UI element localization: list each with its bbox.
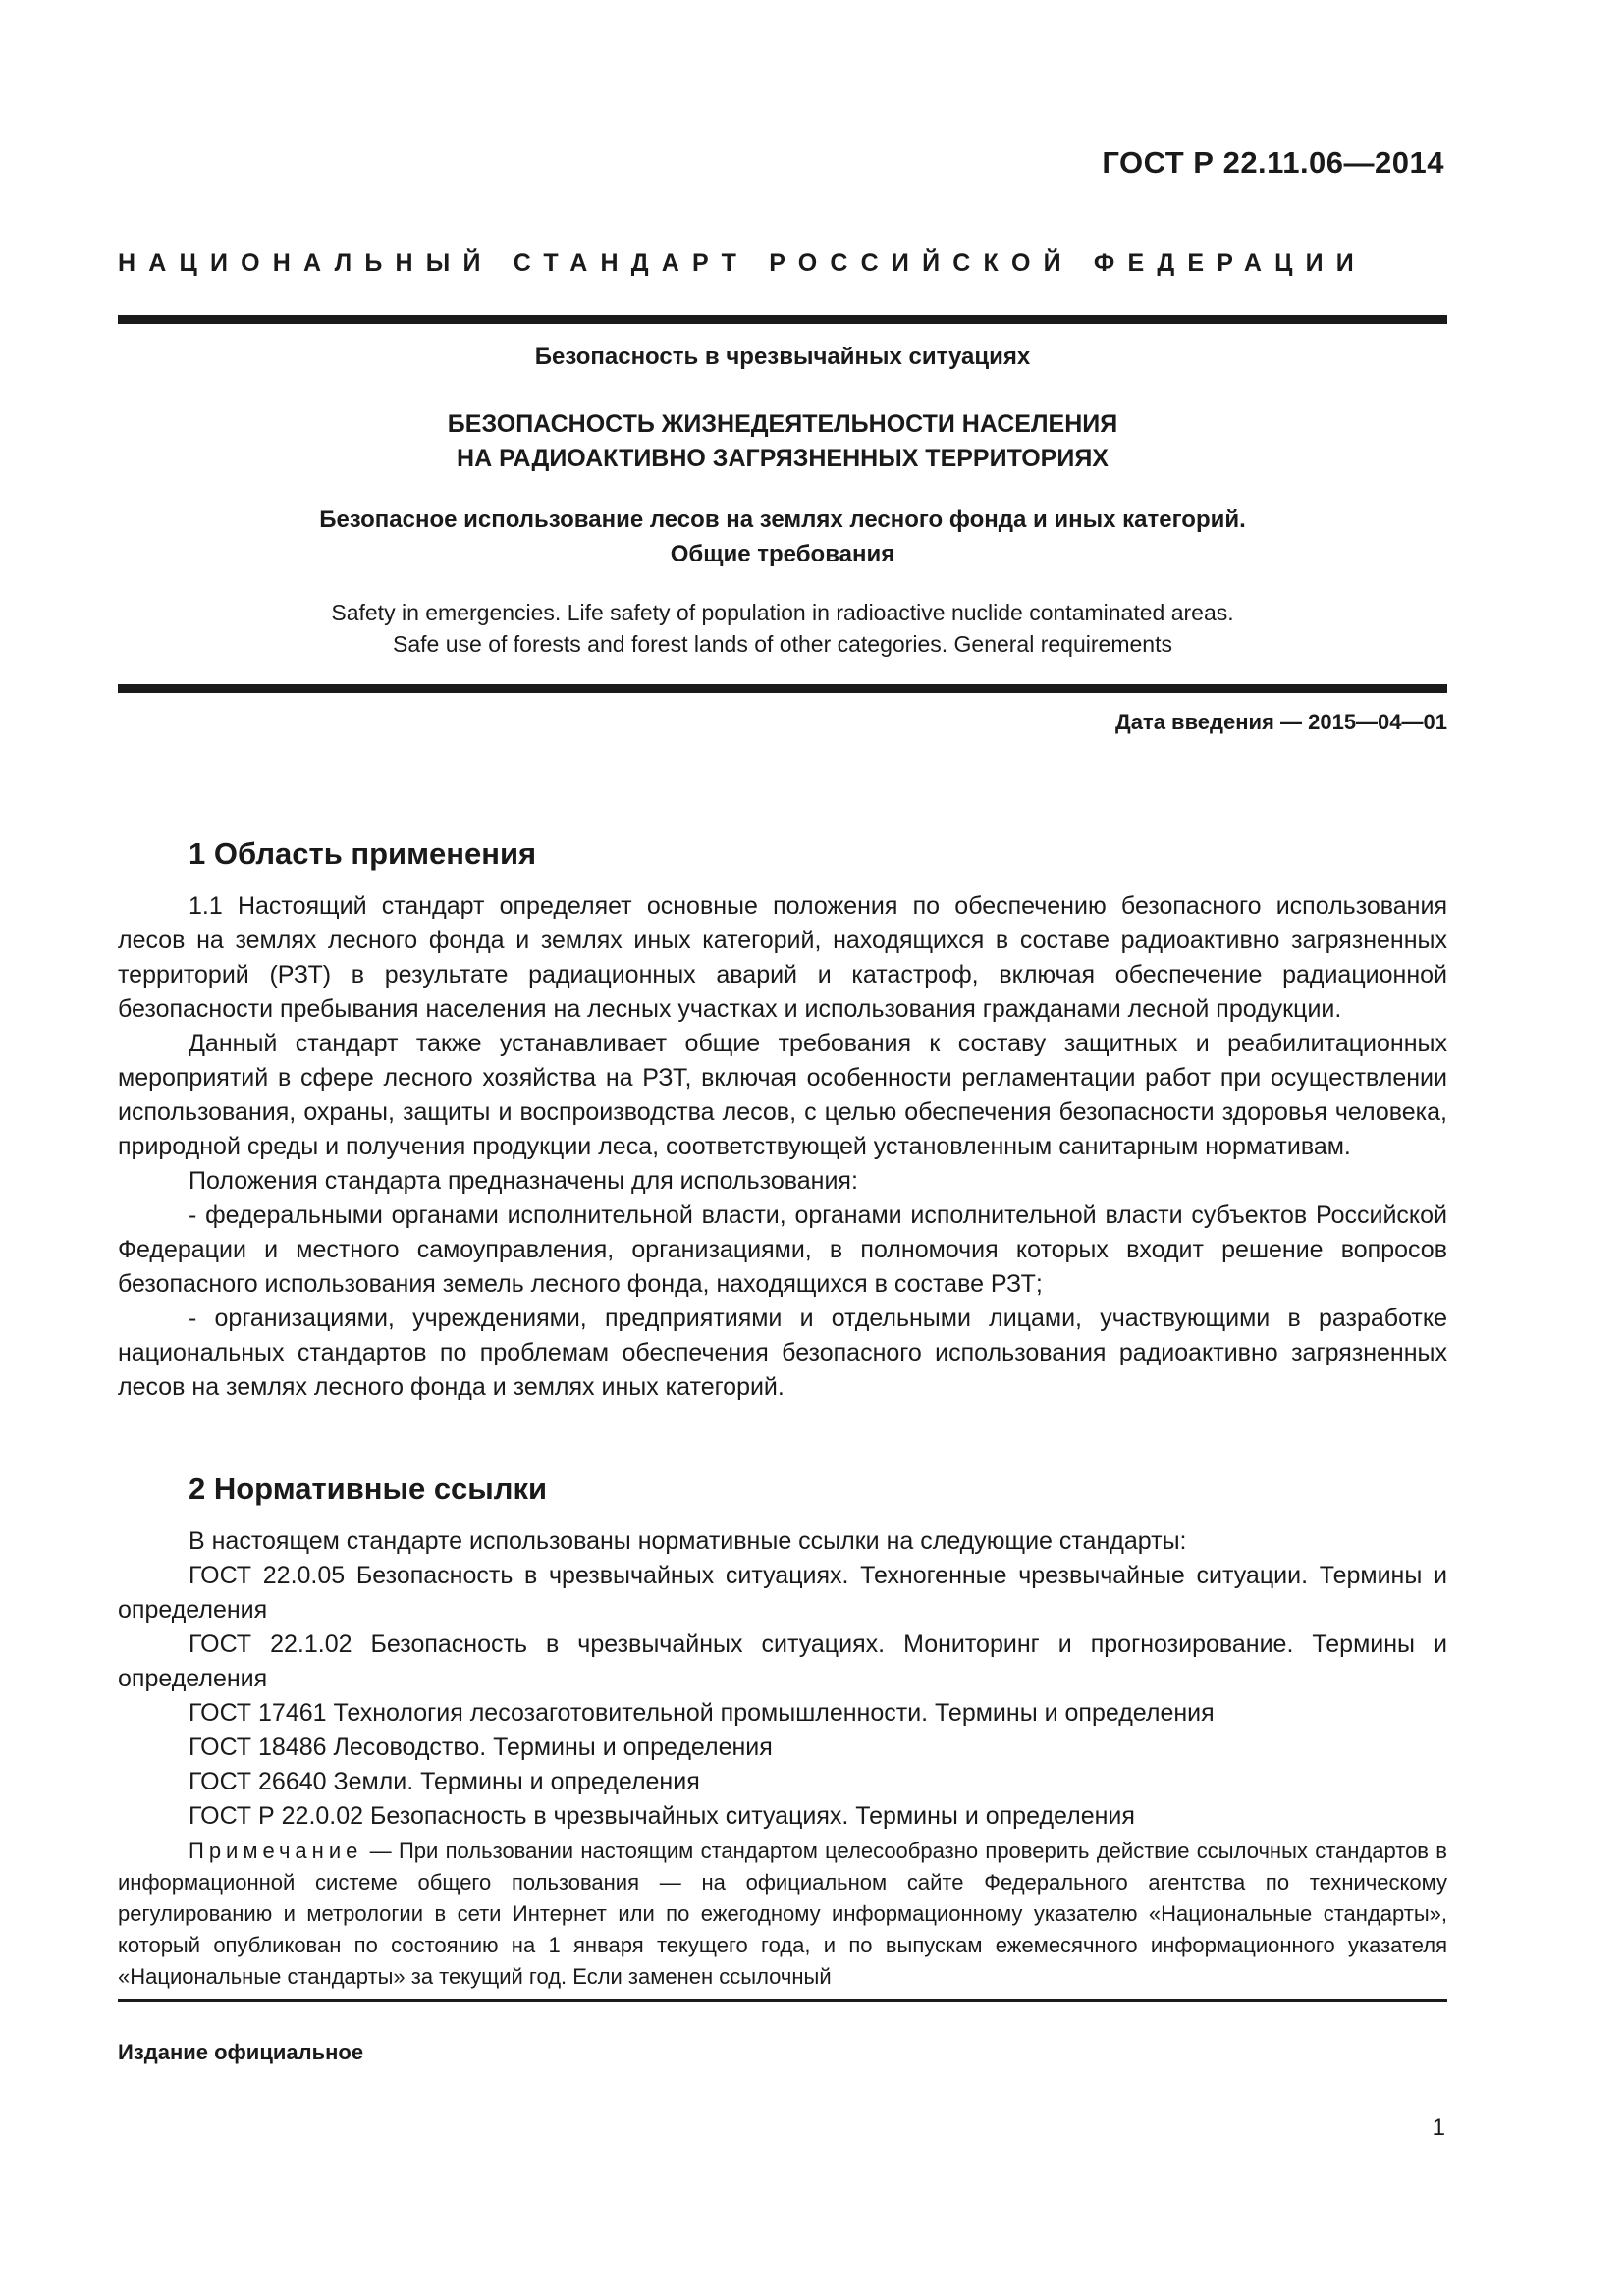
title-main: [118, 407, 1447, 476]
reference-item: ГОСТ 17461 Технология лесозаготовительной промышленности. Термины и определения: [189, 1699, 1215, 1727]
document-code: ГОСТ Р 22.11.06—2014: [1102, 145, 1444, 180]
section-scope: [118, 836, 1447, 1405]
title-sub-line2: Общие требования: [670, 541, 895, 567]
national-standard-banner: НАЦИОНАЛЬНЫЙ СТАНДАРТ РОССИЙСКОЙ ФЕДЕРАЦИИ: [118, 249, 1367, 277]
note-paragraph: [118, 1836, 1447, 1993]
reference-item: ГОСТ 22.1.02 Безопасность в чрезвычайных ситуациях. Мониторинг и прогнозирование. Термины и определения: [118, 1630, 1447, 1692]
section-normative-references: [118, 1471, 1447, 1834]
introduction-date: Дата введения — 2015—04—01: [1115, 710, 1447, 734]
note-text: — При пользовании настоящим стандартом целесообразно проверить действие ссылочных стандартов в информационной системе общего пользования — на официальном сайте Федерального агентства по техническому регулированию и метрологии в сети Интернет или по ежегодному информационному указателю «Национальные стандарты», который опубликован по состоянию на 1 января текущего года, и по выпускам ежемесячного информационного указателя «Национальные стандарты» за текущий год. Если заменен ссылочный: [118, 1839, 1447, 1989]
list-item: - организациями, учреждениями, предприятиями и отдельными лицами, участвующими в разработке национальных стандартов по проблемам обеспечения безопасного использования радиоактивно загрязненных лесов на землях лесного фонда и землях иных категорий.: [118, 1305, 1447, 1401]
note-label: Примечание: [189, 1839, 363, 1863]
list-item: - федеральными органами исполнительной власти, органами исполнительной власти субъектов Российской Федерации и местного самоуправления, организациями, в полномочия которых входит решение вопросов безопасного использования земель лесного фонда, находящихся в составе РЗТ;: [118, 1201, 1447, 1298]
paragraph: Данный стандарт также устанавливает общие требования к составу защитных и реабилитационных мероприятий в сфере лесного хозяйства на РЗТ, включая особенности регламентации работ при осуществлении использования, охраны, защиты и воспроизводства лесов, с целью обеспечения безопасности здоровья человека, природной среды и получения продукции леса, соответствующей установленным санитарным нормативам.: [118, 1030, 1447, 1160]
title-sub-line1: Безопасное использование лесов на землях лесного фонда и иных категорий.: [319, 507, 1246, 533]
footer-divider: [118, 1999, 1447, 2002]
top-divider: [118, 315, 1447, 324]
page-number: 1: [1432, 2114, 1445, 2141]
title-main-line1: БЕЗОПАСНОСТЬ ЖИЗНЕДЕЯТЕЛЬНОСТИ НАСЕЛЕНИЯ: [447, 410, 1118, 438]
title-english: [118, 597, 1447, 660]
reference-item: ГОСТ 26640 Земли. Термины и определения: [189, 1768, 700, 1795]
reference-item: ГОСТ Р 22.0.02 Безопасность в чрезвычайных ситуациях. Термины и определения: [189, 1802, 1135, 1830]
paragraph: 1.1 Настоящий стандарт определяет основные положения по обеспечению безопасного использования лесов на землях лесного фонда и землях иных категорий, находящихся в составе радиоактивно загрязненных территорий (РЗТ) в результате радиационных аварий и катастроф, включая обеспечение радиационной безопасности пребывания населения на лесных участках и использования гражданами лесной продукции.: [118, 892, 1447, 1023]
reference-item: ГОСТ 18486 Лесоводство. Термины и определения: [189, 1734, 773, 1761]
title-en-line1: Safety in emergencies. Life safety of population in radioactive nuclide contaminated areas.: [331, 600, 1234, 625]
title-subtitle: [118, 503, 1447, 571]
title-en-line2: Safe use of forests and forest lands of other categories. General requirements: [393, 631, 1172, 657]
official-edition-label: Издание официальное: [118, 2040, 364, 2064]
section-heading: 2 Нормативные ссылки: [189, 1471, 548, 1506]
section-heading: 1 Область применения: [189, 836, 537, 871]
paragraph: Положения стандарта предназначены для использования:: [189, 1167, 858, 1195]
title-divider: [118, 684, 1447, 693]
title-main-line2: НА РАДИОАКТИВНО ЗАГРЯЗНЕННЫХ ТЕРРИТОРИЯХ: [457, 445, 1109, 472]
paragraph: В настоящем стандарте использованы нормативные ссылки на следующие стандарты:: [189, 1527, 1187, 1555]
reference-item: ГОСТ 22.0.05 Безопасность в чрезвычайных ситуациях. Техногенные чрезвычайные ситуации. Термины и определения: [118, 1562, 1447, 1624]
title-category: Безопасность в чрезвычайных ситуациях: [534, 344, 1031, 370]
